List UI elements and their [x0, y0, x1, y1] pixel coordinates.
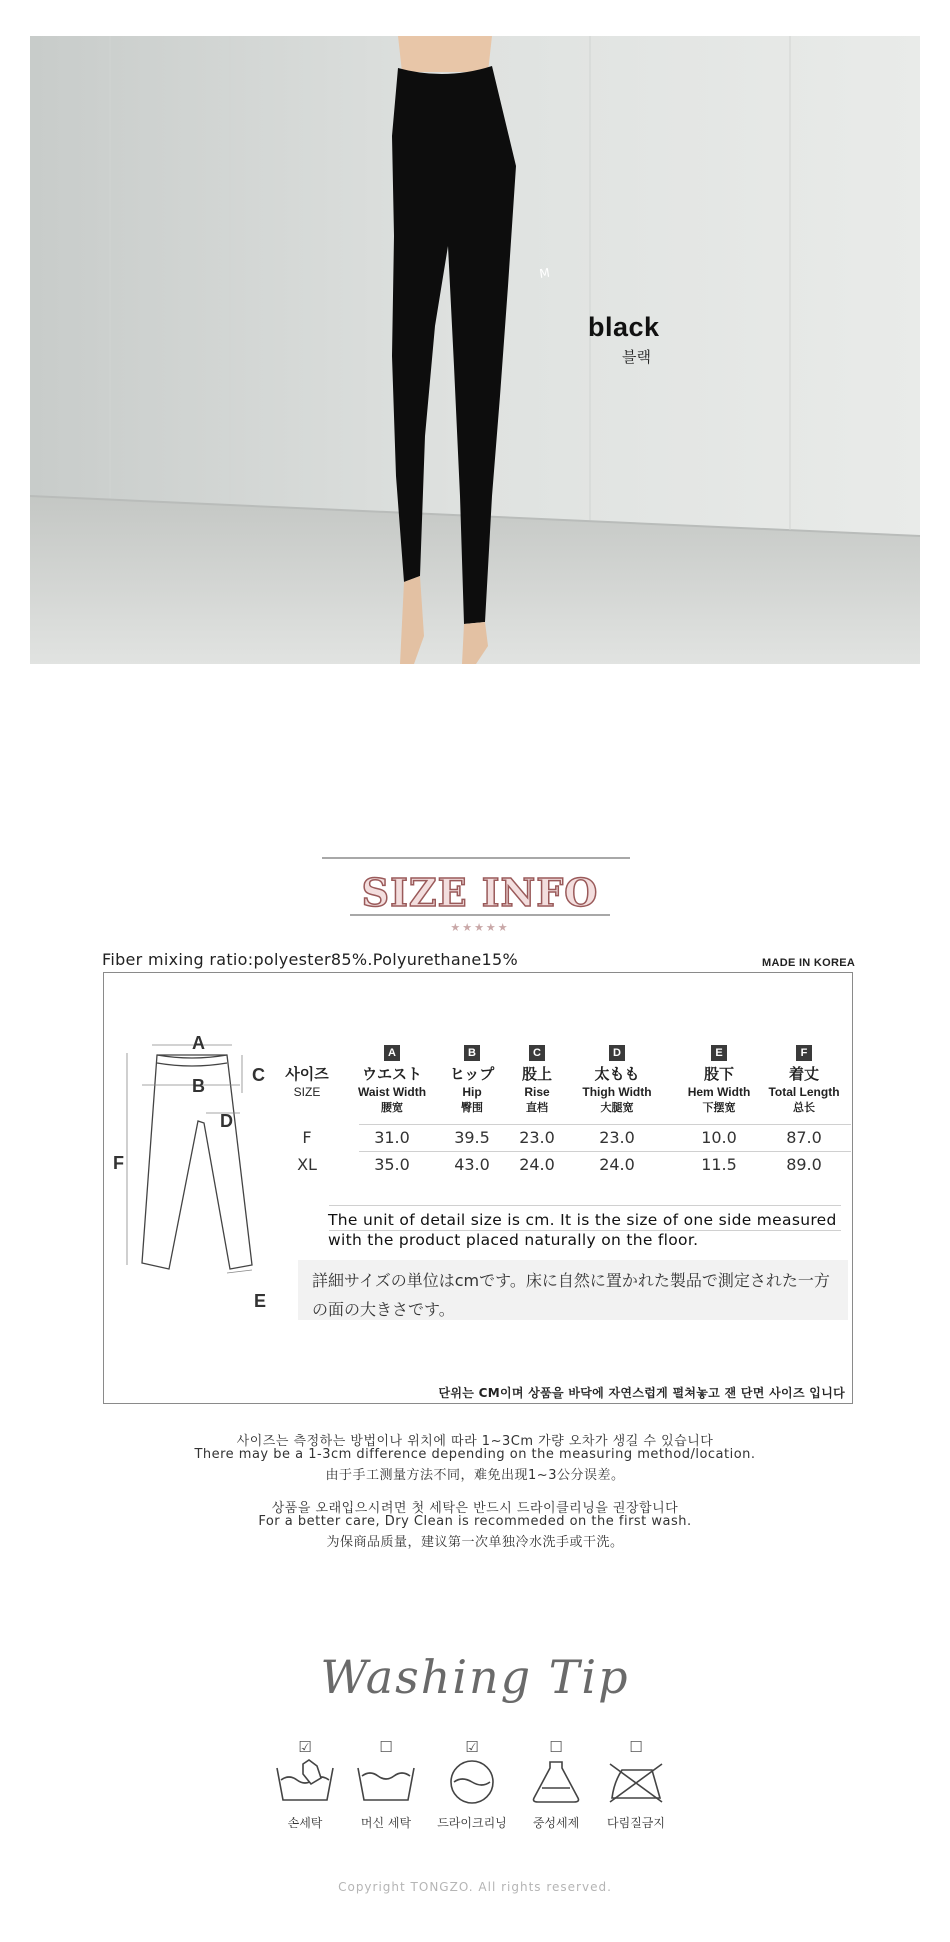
- machine-wash-icon: [354, 1758, 418, 1804]
- letter-badge: F: [796, 1045, 812, 1061]
- row-xl-value-d: 24.0: [599, 1155, 635, 1174]
- size-info-heading: [320, 855, 640, 960]
- label-b: B: [192, 1076, 205, 1096]
- label-e: E: [254, 1291, 267, 1311]
- wash-label: 손세탁: [287, 1816, 323, 1830]
- size-info-title: SIZE INFO: [361, 870, 599, 915]
- column-label-cn: 臀围: [461, 1101, 483, 1114]
- column-d: [562, 1041, 672, 1115]
- color-name: black: [588, 312, 660, 342]
- column-f: [754, 1041, 854, 1115]
- stars-decoration: ★★★★★: [450, 921, 510, 934]
- column-label-jp: 太もも: [594, 1065, 640, 1083]
- row-f-value-e: 10.0: [701, 1128, 737, 1147]
- wash-item-no-iron: [596, 1738, 676, 1831]
- svg-text:M: M: [538, 265, 551, 281]
- product-photo: [30, 36, 920, 664]
- column-label-cn: 总长: [793, 1101, 815, 1114]
- column-label-en: Hip: [462, 1085, 482, 1099]
- row-xl-value-c: 24.0: [519, 1155, 555, 1174]
- row-f-size: F: [302, 1128, 312, 1147]
- check-icon: ☐: [549, 1738, 563, 1756]
- wash-label: 드라이크리닝: [437, 1816, 507, 1830]
- label-c: C: [252, 1065, 265, 1085]
- column-label-en: Total Length: [768, 1085, 840, 1099]
- size-column-header: [282, 1061, 332, 1099]
- column-label-jp: ヒップ: [449, 1065, 495, 1083]
- wash-label: 다림질금지: [607, 1816, 665, 1830]
- column-label-cn: 腰宽: [381, 1101, 403, 1114]
- letter-badge: A: [384, 1045, 400, 1061]
- made-in-label: MADE IN KOREA: [762, 957, 856, 969]
- size-table-box: [103, 972, 853, 1404]
- label-f: F: [113, 1153, 124, 1173]
- size-note-korean: 단위는 CM이며 상품을 바닥에 자연스럽게 펼쳐놓고 잰 단면 사이즈 입니다: [438, 1386, 845, 1400]
- wash-label: 머신 세탁: [360, 1816, 412, 1830]
- check-icon: ☑: [298, 1738, 312, 1756]
- color-name-korean: 블랙: [622, 348, 651, 366]
- copyright: Copyright TONGZO. All rights reserved.: [338, 1880, 612, 1894]
- row-f-value-a: 31.0: [374, 1128, 410, 1147]
- row-xl-value-f: 89.0: [786, 1155, 822, 1174]
- row-xl-value-b: 43.0: [454, 1155, 490, 1174]
- letter-badge: C: [529, 1045, 545, 1061]
- column-label-cn: 大腿宽: [600, 1101, 634, 1114]
- wash-item-dry-clean: [432, 1738, 512, 1831]
- notice-cn-2: 为保商品质量，建议第一次单独冷水洗手或干洗。: [326, 1535, 624, 1550]
- hand-wash-icon: [273, 1758, 337, 1804]
- row-divider: [359, 1124, 851, 1125]
- column-label-cn: 下摆宽: [702, 1101, 736, 1114]
- washing-tip-title: Washing Tip: [320, 1650, 630, 1704]
- wash-item-machine: [346, 1738, 426, 1831]
- row-divider: [359, 1151, 851, 1152]
- row-xl-size: XL: [297, 1155, 317, 1174]
- size-note-english: The unit of detail size is cm. It is the size of one side measured with the product placed naturally on the floor.: [328, 1211, 837, 1249]
- column-b: [434, 1041, 510, 1115]
- column-label-jp: 着丈: [788, 1065, 819, 1083]
- dry-clean-icon: [440, 1758, 504, 1804]
- pants-diagram: [112, 1033, 292, 1283]
- size-note-japanese-box: [298, 1260, 848, 1320]
- check-icon: ☐: [379, 1738, 393, 1756]
- letter-badge: E: [711, 1045, 727, 1061]
- check-icon: ☐: [629, 1738, 643, 1756]
- column-label-en: Hem Width: [687, 1085, 751, 1099]
- check-icon: ☑: [465, 1738, 479, 1756]
- row-f-value-c: 23.0: [519, 1128, 555, 1147]
- label-d: D: [220, 1111, 233, 1131]
- fiber-ratio: Fiber mixing ratio:polyester85%.Polyurethane15%: [102, 950, 518, 969]
- size-note-japanese: 詳細サイズの単位はcmです。床に自然に置かれた製品で測定された一方の面の大きさです。: [312, 1271, 830, 1319]
- notice-kr-2: 상품을 오래입으시려면 첫 세탁은 반드시 드라이클리닝을 권장합니다: [271, 1501, 679, 1516]
- notice-en-2: For a better care, Dry Clean is recommeded on the first wash.: [258, 1514, 692, 1529]
- row-f-value-b: 39.5: [454, 1128, 490, 1147]
- letter-badge: D: [609, 1045, 625, 1061]
- no-iron-icon: [604, 1758, 668, 1804]
- wash-label: 중성세제: [532, 1816, 580, 1830]
- column-label-jp: ウエスト: [361, 1065, 422, 1083]
- notice-en-1: There may be a 1-3cm difference depending on the measuring method/location.: [194, 1447, 756, 1462]
- column-label-jp: 股下: [703, 1065, 734, 1083]
- size-label-english: SIZE: [293, 1085, 321, 1099]
- row-xl-value-a: 35.0: [374, 1155, 410, 1174]
- column-label-cn: 直档: [526, 1101, 548, 1114]
- column-a: [337, 1041, 447, 1115]
- row-f-value-f: 87.0: [786, 1128, 822, 1147]
- notice-cn-1: 由于手工测量方法不同，难免出现1~3公分误差。: [325, 1468, 625, 1483]
- column-label-jp: 股上: [521, 1065, 552, 1083]
- letter-badge: B: [464, 1045, 480, 1061]
- column-label-en: Thigh Width: [582, 1085, 652, 1099]
- notice-kr-1: 사이즈는 측정하는 방법이나 위치에 따라 1~3Cm 가량 오차가 생길 수 있습니다: [236, 1434, 714, 1449]
- row-f-value-d: 23.0: [599, 1128, 635, 1147]
- row-divider: [329, 1205, 841, 1206]
- column-label-en: Rise: [524, 1085, 550, 1099]
- neutral-detergent-icon: [524, 1758, 588, 1804]
- wash-item-detergent: [516, 1738, 596, 1831]
- wash-item-hand: [265, 1738, 345, 1831]
- column-label-en: Waist Width: [357, 1085, 427, 1099]
- row-xl-value-e: 11.5: [701, 1155, 737, 1174]
- label-a: A: [192, 1033, 205, 1053]
- size-label-korean: 사이즈: [285, 1065, 329, 1083]
